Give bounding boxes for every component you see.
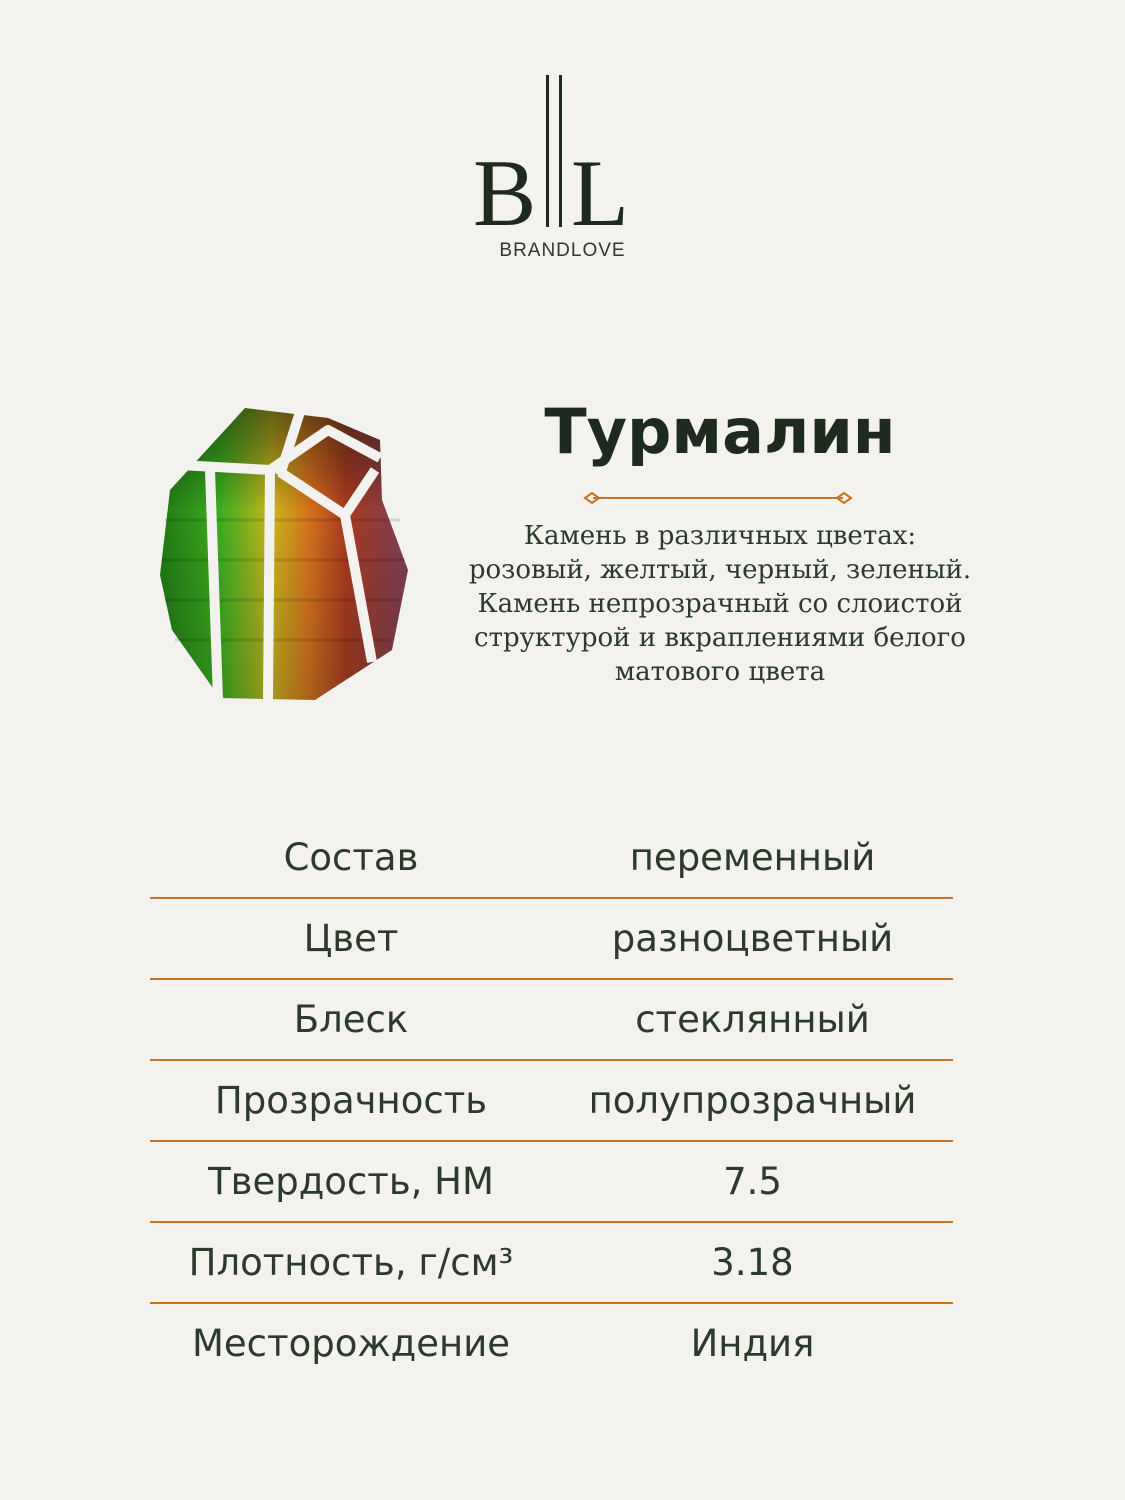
property-value: 3.18 — [711, 1241, 794, 1284]
property-value: Индия — [690, 1322, 815, 1365]
svg-text:L: L — [570, 140, 629, 235]
table-row — [150, 1061, 953, 1142]
description-line: Камень в различных цветах: — [523, 521, 917, 551]
property-value: разноцветный — [611, 917, 894, 960]
table-row — [150, 818, 953, 899]
ornamental-divider — [583, 488, 853, 512]
property-name: Прозрачность — [214, 1079, 488, 1122]
property-name: Состав — [283, 836, 419, 879]
property-name: Твердость, НМ — [208, 1160, 494, 1203]
table-row — [150, 1142, 953, 1223]
svg-text:B: B — [472, 140, 536, 235]
description-line: структурой и вкраплениями белого — [474, 623, 966, 653]
table-row — [150, 1304, 953, 1383]
property-name: Блеск — [293, 998, 409, 1041]
description-line: Камень непрозрачный со слоистой — [477, 589, 963, 619]
property-value: полупрозрачный — [588, 1079, 917, 1122]
table-row — [150, 1223, 953, 1304]
brand-name: BRANDLOVE — [499, 240, 626, 261]
property-value: 7.5 — [723, 1160, 782, 1203]
tourmaline-stone-icon — [150, 400, 420, 710]
property-name: Плотность, г/см³ — [188, 1241, 514, 1284]
description-line: розовый, желтый, черный, зеленый. — [468, 555, 972, 585]
properties-table — [150, 818, 953, 1383]
stone-description — [465, 519, 975, 689]
property-value: стеклянный — [635, 998, 870, 1041]
property-name: Цвет — [303, 917, 399, 960]
table-row — [150, 899, 953, 980]
table-row — [150, 980, 953, 1061]
property-value: переменный — [629, 836, 876, 879]
property-name: Месторождение — [191, 1322, 511, 1365]
page-title: Турмалин — [544, 395, 896, 468]
brandlove-monogram-icon — [473, 70, 653, 235]
description-line: матового цвета — [614, 657, 826, 687]
